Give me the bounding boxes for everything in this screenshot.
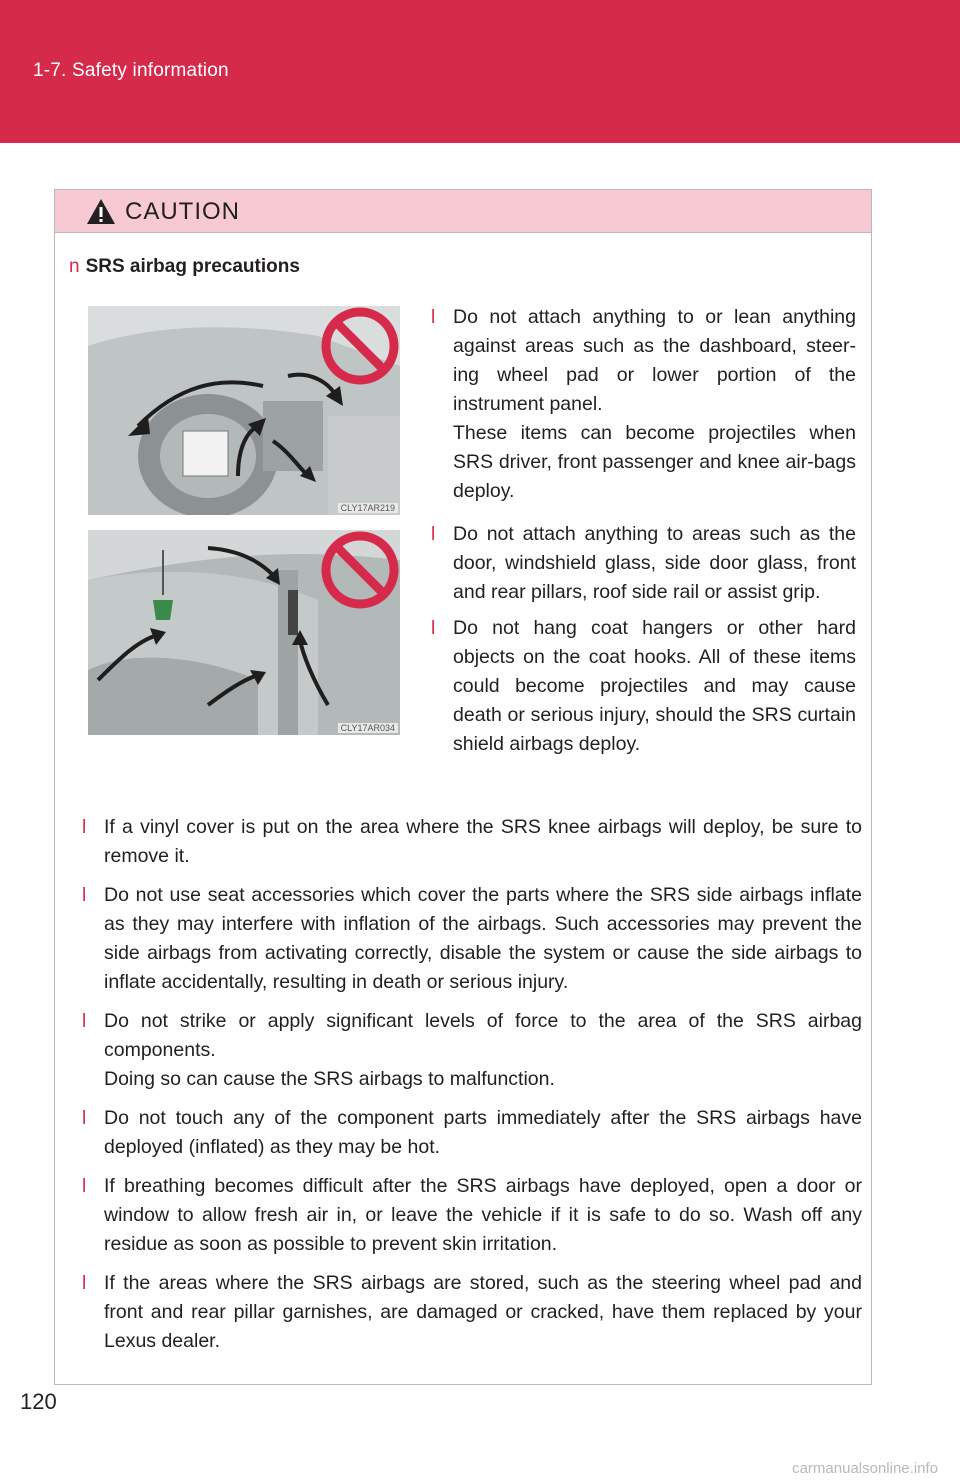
subheading-marker: n: [69, 256, 80, 277]
header-band: [0, 0, 960, 143]
list-item: [69, 1007, 862, 1094]
bullet-text: Do not touch any of the component parts immediately after the SRS airbags have deployed (inflated) as they may be hot.: [104, 1107, 862, 1158]
subheading: [69, 256, 300, 278]
bullet-text: Do not hang coat hangers or other hard objects on the coat hooks. All of these items could become projectiles and may cause death or serious injury, should the SRS curtain shield airbags deploy.: [453, 617, 856, 755]
bullet-marker: l: [82, 1176, 87, 1197]
warning-triangle-icon: [86, 198, 116, 225]
bullet-marker: l: [431, 307, 436, 328]
side-bullet-list: [418, 303, 856, 759]
bullet-marker: l: [431, 524, 436, 545]
bullet-text: Do not strike or apply significant levels of force to the area of the SRS airbag components. Doing so can cause the SRS airbags to malfunction.: [104, 1010, 862, 1090]
page-number: 120: [20, 1389, 57, 1414]
bullet-marker: l: [431, 618, 436, 639]
list-item: [69, 1104, 862, 1162]
bullet-text: If the areas where the SRS airbags are stored, such as the steering wheel pad and front and rear pillar garnishes, are damaged or cracked, have them replaced by your Lexus dealer.: [104, 1272, 862, 1352]
no-symbol-icon: [320, 306, 400, 386]
bullet-list: [69, 813, 862, 1356]
list-item: [69, 1172, 862, 1259]
door-pillar-photo: [88, 530, 400, 735]
list-item: [418, 303, 856, 506]
no-symbol-icon: [320, 530, 400, 610]
bullet-text: Do not attach anything to or lean anything against areas such as the dashboard, steer-ing wheel pad or lower portion of the instrument panel. These items can become projectiles when SRS driver, front passenger and knee air-bags deploy.: [453, 306, 856, 502]
watermark: carmanualsonline.info: [792, 1460, 938, 1477]
bullet-marker: l: [82, 1273, 87, 1294]
bullet-marker: l: [82, 1108, 87, 1129]
bullet-text: If breathing becomes difficult after the SRS airbags have deployed, open a door or window to allow fresh air in, or leave the vehicle if it is safe to do so. Wash off any residue as soon as possible to prevent skin irritation.: [104, 1175, 862, 1255]
bullet-text: Do not use seat accessories which cover the parts where the SRS side airbags inflate as they may interfere with inflation of the airbags. Such accessories may prevent the side airbags from activating correctly, disable the system or cause the side airbags to inflate accidentally, resulting in death or serious injury.: [104, 884, 862, 993]
bullet-text: Do not attach anything to areas such as the door, windshield glass, side door glass, front and rear pillars, roof side rail or assist grip.: [453, 523, 856, 603]
dashboard-photo: [88, 306, 400, 515]
bullet-text: If a vinyl cover is put on the area where the SRS knee airbags will deploy, be sure to remove it.: [104, 816, 862, 867]
list-item: [418, 614, 856, 759]
section-title: 1-7. Safety information: [33, 60, 229, 81]
figure-id: CLY17AR034: [338, 723, 398, 733]
caution-box: [54, 189, 872, 1385]
bullet-marker: l: [82, 885, 87, 906]
list-item: [69, 881, 862, 997]
bullet-marker: l: [82, 817, 87, 838]
list-item: [418, 520, 856, 607]
list-item: [69, 1269, 862, 1356]
caution-title: CAUTION: [125, 198, 240, 225]
caution-header: [55, 190, 871, 233]
bullet-marker: l: [82, 1011, 87, 1032]
figure-id: CLY17AR219: [338, 503, 398, 513]
list-item: [69, 813, 862, 871]
subheading-text: SRS airbag precautions: [85, 256, 300, 277]
